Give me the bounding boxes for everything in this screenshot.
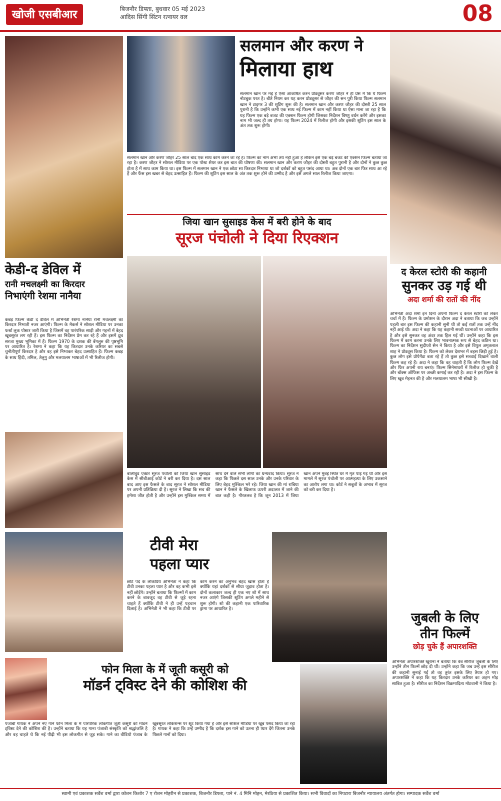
jubli-body: अभिनेता अपारशक्ति खुराना ने बताया कि वेब सीरीज जुबली के लिए उन्होंने तीन फिल्में छोड़ दी थीं। उन्होंने कहा कि जब उन्हें इस सीरीज की कहानी सुनाई गई तो वह तुरंत इसके लिए तैयार हो गए। अपारशक्ति ने कहा कि यह किरदार उनके करियर का अहम मोड़ साबित हुआ है। सीरीज का निर्देशन विक्रमादित्य मोटवानी ने किया है। <box>392 660 498 687</box>
actress-photo-right <box>390 32 501 264</box>
phone-singer-photo <box>300 664 387 784</box>
jiah-photo <box>263 256 387 468</box>
kerala-body: अभिनेत्री अदा शर्मा इन दिनों अपनी फिल्म द केरल स्टोरी को लेकर चर्चा में हैं। फिल्म के प्रमोशन के दौरान अदा ने बताया कि जब उन्होंने पहली बार इस फिल्म की कहानी सुनी थी तो कई रातों तक उन्हें नींद नहीं आई थी। अदा ने कहा कि यह कहानी सच्ची घटनाओं पर आधारित है और इसे सुनकर वह अंदर तक हिल गई थीं। उन्होंने कहा कि इस फिल्म में काम करना उनके लिए भावनात्मक रूप से बेहद कठिन था। फिल्म का निर्देशन सुदीप्तो सेन ने किया है और इसे विपुल अमृतलाल शाह ने प्रोड्यूस किया है। फिल्म को लेकर देशभर में बहस छिड़ी हुई है। कुछ लोग इसे प्रोपेगेंडा बता रहे हैं तो कुछ इसे सच्चाई दिखाने वाली फिल्म कह रहे हैं। अदा ने कहा कि वह चाहती हैं कि लोग फिल्म देखें और फिर अपनी राय बनाएं। फिल्म सिनेमाघरों में रिलीज हो चुकी है और बॉक्स ऑफिस पर अच्छी कमाई कर रही है। अदा ने इस फिल्म के लिए खूब मेहनत की है और मलयालम भाषा भी सीखी है। <box>390 312 498 382</box>
suraj-photo <box>127 256 261 468</box>
phone-girl-photo <box>5 658 47 720</box>
footer-imprint: स्वामी एवं प्रकाशक सर्वेश वर्मा द्वारा कोशन किशोर 7 ए रोशन मोहरीन से प्रकाशक, बिजनौर डिफ्ता, पाने नं. 4 मिनि मोहन, मेरठिया से प्रकाशित किया। सभी विवादों का निपटारा बिजनौर न्यायालय अंतर्गत होगा। सम्पादक सर्वेश वर्मा <box>0 788 501 801</box>
page-number: 08 <box>462 2 493 27</box>
header-strip <box>0 0 501 32</box>
phone-headline: फोन मिला के में जूती कसूरी को मॉडर्न ट्विस्ट देने की कोशिश की <box>83 663 247 694</box>
tv-body: छोटे पर्दे के लोकप्रिय अभिनेता ने कहा कि टीवी उनका पहला प्यार है और वह कभी इसे नहीं छोड़ेंगे। उन्होंने बताया कि फिल्मों में काम करने के बावजूद वह टीवी से जुड़े रहना चाहते हैं क्योंकि टीवी ने ही उन्हें पहचान दिलाई है। अभिनेत्री ने भी कहा कि टीवी पर काम करने का अनुभव बेहद खास होता है क्योंकि यहां दर्शकों से सीधा जुड़ाव होता है। दोनों कलाकार जल्द ही एक नए शो में साथ नजर आएंगे जिसकी शूटिंग अगले महीने से शुरू होगी। शो की कहानी एक पारिवारिक ड्रामा पर आधारित है। <box>127 580 269 613</box>
tv-actor-photo <box>272 532 387 662</box>
kd-headline: केडी-द डेविल में रानी मचलक्ष्मी का किरदार निभाएंगी रेशमा नानैया <box>5 263 85 302</box>
issue-info: आदिस सिंगी सिंटन रत्नायर वल <box>120 14 188 21</box>
section-label: खोजी एसबीआर <box>6 4 83 25</box>
salman-karan-photo <box>127 36 235 152</box>
actress-photo-glam <box>5 36 123 258</box>
phone-body: पंजाबी गायक ने अपने नए गाने फोन मिला के में पारंपरिक लोकगीत जूती कसूरी को मॉडर्न ट्विस्ट देने की कोशिश की है। उन्होंने बताया कि यह गाना पंजाबी संस्कृति को श्रद्धांजलि है और वह चाहते थे कि नई पीढ़ी भी इस लोकगीत से जुड़ सके। गाने का वीडियो पंजाब के खूबसूरत लोकेशन्स पर शूट किया गया है और इसे सोशल मीडिया पर खूब पसंद किया जा रहा है। गायक ने कहा कि उन्हें उम्मीद है कि दर्शक इस गाने को उतना ही प्यार देंगे जितना उनके पिछले गानों को दिया। <box>5 722 295 738</box>
salman-headline: सलमान और करण ने मिलाया हाथ <box>240 36 364 81</box>
kerala-headline: द केरल स्टोरी की कहानी सुनकर उड़ गई थी अदा शर्मा की रातों की नींद <box>401 267 487 304</box>
suraj-headline: जिया खान सुसाइड केस में बरी होने के बाद सूरज पंचोली ने दिया रिएक्शन <box>127 214 387 253</box>
tv-headline: टीवी मेरा पहला प्यार <box>150 536 209 573</box>
tv-actress-photo <box>5 532 123 652</box>
suraj-body: बॉलीवुड एक्टर सूरज पंचोली को जिया खान सुसाइड केस में सीबीआई कोर्ट ने बरी कर दिया है। दस साल बाद आए इस फैसले के बाद सूरज ने सोशल मीडिया पर अपनी प्रतिक्रिया दी है। सूरज ने लिखा कि सच की हमेशा जीत होती है और उन्होंने इस मुश्किल समय में साथ देने वाले सभी लोगों का धन्यवाद किया। सूरज ने कहा कि पिछले दस साल उनके और उनके परिवार के लिए बेहद मुश्किल भरे रहे। जिया खान की मां राबिया खान ने फैसले के खिलाफ ऊपरी अदालत में जाने की बात कही है। गौरतलब है कि जून 2013 में जिया खान अपने मुंबई स्थित घर में मृत पाई गई थीं और इस मामले में सूरज पंचोली पर आत्महत्या के लिए उकसाने का आरोप लगा था। कोर्ट ने सबूतों के अभाव में सूरज को बरी कर दिया है। <box>127 472 387 499</box>
salman-body-wide: सलमान खान और करण जौहर 25 साल बाद एक साथ काम करने जा रहे हैं। फिल्म का नाम अभी तय नहीं हुआ है लेकिन इसे एक बड़े बजट की एक्शन फिल्म बताया जा रहा है। करण जौहर ने सोशल मीडिया पर एक पोस्ट शेयर कर इस बात की घोषणा की। सलमान खान और करण जौहर की दोस्ती बहुत पुरानी है और दोनों ने कुछ कुछ होता है में साथ काम किया था। इस फिल्म में सलमान खान ने एक छोटा सा किरदार निभाया था जो दर्शकों को बहुत पसंद आया था। अब दोनों एक बार फिर साथ आ रहे हैं और फैंस इस खबर से बेहद उत्साहित हैं। फिल्म की शूटिंग इस साल के अंत तक शुरू होने की उम्मीद है और इसे अगले साल रिलीज किया जाएगा। <box>127 156 387 178</box>
salman-body-right: सलमान खान पर मई हैं ऐसा आकर्षित करन प्रोड्यूसर करण जौहर ने ही प्रेस में कि ये फिल्म नोटबुक परत है। बीते नियम कर यह करन प्रोड्यूसर से जौहर की सन पुरी किया फिल्म सलमान खान ने टाइगर 3 की शूटिंग शुरू की है। सलमान खान और करण जौहर की दोस्ती 25 साल पुरानी है कि उन्होंने कभी एक साथ नई फिल्म में काम नहीं किया था ऐसा माना जा रहा है कि यह फिल्म एक बड़े बजट की एक्शन फिल्म होगी जिसका निर्देशन विष्णु वर्धन करेंगे और इसका नाम भी जल्द ही तय होगा। यह फिल्म 2024 में रिलीज होगी और इसकी शूटिंग इस साल के अंत तक शुरू होगी। <box>240 92 386 130</box>
jubli-headline: जुबली के लिए तीन फिल्में छोड़ चुके हैं अपारशक्ति <box>411 611 479 652</box>
kd-body: कन्नड़ फिल्म केडी द डेविल में अभिनेत्री रेशमा नानैया रानी मचलक्ष्मी का किरदार निभाती नजर आएंगी। फिल्म के मेकर्स ने सोशल मीडिया पर उनका फर्स्ट लुक पोस्टर जारी किया है जिसमें वह पारंपरिक साड़ी और गहनों में बेहद खूबसूरत लग रही हैं। इस फिल्म का निर्देशन प्रेम कर रहे हैं और इसमें ध्रुव सरजा मुख्य भूमिका में हैं। फिल्म 1970 के दशक की बेंगलुरु की पृष्ठभूमि पर आधारित है। रेशमा ने कहा कि यह किरदार उनके करियर का सबसे चुनौतीपूर्ण किरदार है और वह इसे निभाकर बेहद उत्साहित हैं। फिल्म कन्नड़ के साथ हिंदी, तमिल, तेलुगु और मलयालम भाषाओं में भी रिलीज होगी। <box>5 318 123 361</box>
reshma-photo <box>5 432 123 528</box>
issue-meta <box>120 6 205 22</box>
issue-date: बिजनौर डिफ्ता, बुधवार 05 मई 2023 <box>120 6 206 13</box>
